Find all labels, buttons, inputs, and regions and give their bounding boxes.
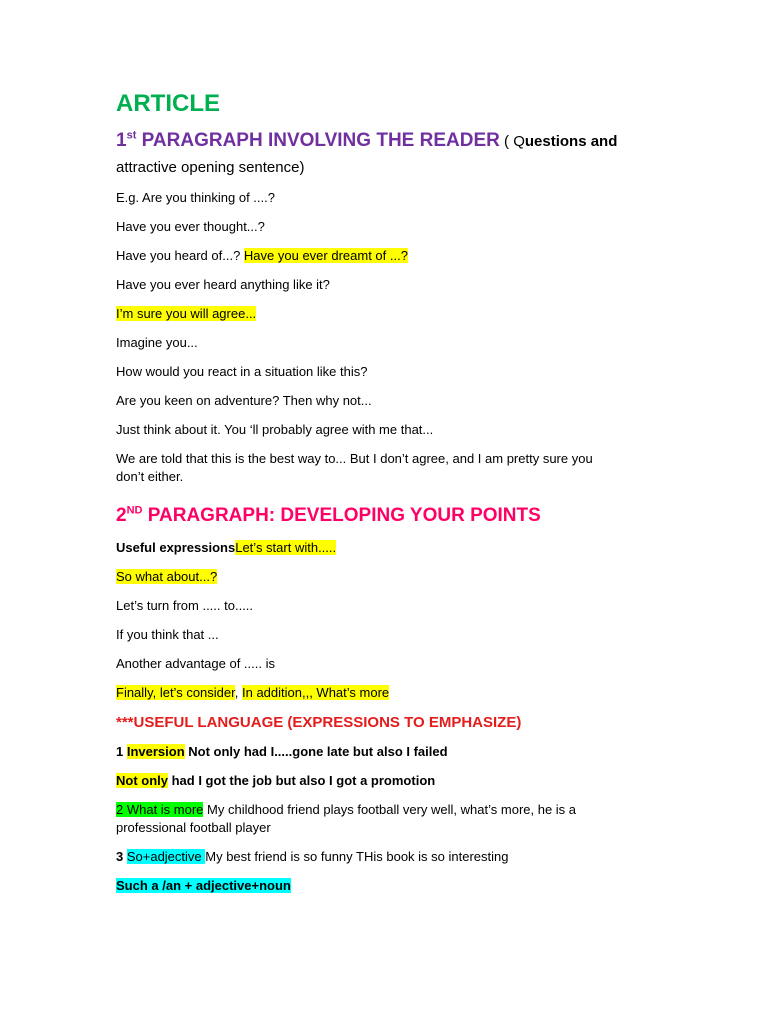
list-item bbox=[116, 450, 656, 486]
list-item: E.g. Are you thinking of ....? bbox=[116, 190, 275, 205]
list-item: Have you ever heard anything like it? bbox=[116, 277, 330, 292]
list-item bbox=[116, 877, 656, 895]
list-item-text: professional football player bbox=[116, 820, 271, 835]
highlighted-text: In addition,,, What’s more bbox=[241, 685, 390, 700]
list-item-text: Not only had I.....gone late but also I failed bbox=[184, 744, 448, 759]
list-item bbox=[116, 848, 656, 866]
list-item-number: 3 bbox=[116, 849, 127, 864]
list-item-text: Have you heard of...? bbox=[116, 248, 244, 263]
list-item-text: , bbox=[234, 685, 242, 700]
heading-ordinal: st bbox=[126, 129, 137, 142]
highlighted-text: 2 What is more bbox=[116, 802, 204, 817]
list-item: Let’s turn from ..... to..... bbox=[116, 598, 254, 613]
document-page bbox=[116, 88, 656, 895]
list-item bbox=[116, 772, 656, 790]
list-item bbox=[116, 743, 656, 761]
heading-paren-open: ( Q bbox=[499, 133, 525, 150]
highlighted-text: + adjective+noun bbox=[181, 878, 291, 893]
list-item-text: don’t either. bbox=[116, 469, 184, 484]
useful-expressions-label: Useful expressions bbox=[116, 540, 236, 555]
list-item-text: My childhood friend plays football very well, what’s more, he is a bbox=[203, 802, 577, 817]
document-title: ARTICLE bbox=[116, 90, 220, 117]
highlighted-text: Have you ever dreamt of ...? bbox=[243, 248, 408, 263]
list-item-text: We are told that this is the best way to... But I don’t agree, and I am pretty sure you bbox=[116, 451, 593, 466]
list-item bbox=[116, 684, 656, 702]
highlighted-text: Such a /an bbox=[116, 878, 182, 893]
list-item bbox=[116, 568, 656, 586]
list-item: Just think about it. You ‘ll probably agree with me that... bbox=[116, 422, 434, 437]
heading-number: 1 bbox=[116, 130, 127, 151]
highlighted-text: Inversion bbox=[126, 744, 185, 759]
paragraph-1-heading bbox=[116, 128, 656, 155]
list-item-number: 1 bbox=[116, 744, 127, 759]
list-item bbox=[116, 247, 656, 265]
list-item bbox=[116, 305, 656, 323]
list-item: Are you keen on adventure? Then why not... bbox=[116, 393, 372, 408]
heading-main: PARAGRAPH INVOLVING THE READER bbox=[136, 130, 500, 151]
useful-language-heading: ***USEFUL LANGUAGE (EXPRESSIONS TO EMPHASIZE) bbox=[116, 714, 522, 731]
highlighted-text: Let’s start with..... bbox=[235, 540, 337, 555]
highlighted-text: So what about...? bbox=[116, 569, 218, 584]
list-item: How would you react in a situation like this? bbox=[116, 364, 368, 379]
list-item-text: had I got the job but also I got a promotion bbox=[168, 773, 436, 788]
heading-paren-rest: uestions and bbox=[524, 133, 618, 150]
list-item bbox=[116, 801, 656, 837]
highlighted-text: Finally, let’s consider bbox=[116, 685, 235, 700]
list-item: If you think that ... bbox=[116, 627, 219, 642]
highlighted-text: Not only bbox=[116, 773, 168, 788]
paragraph-1-lines bbox=[116, 189, 656, 486]
list-item: Have you ever thought...? bbox=[116, 219, 265, 234]
heading-number: 2 bbox=[116, 505, 127, 526]
heading-ordinal: ND bbox=[126, 504, 143, 517]
useful-language-lines bbox=[116, 743, 656, 895]
highlighted-text: I’m sure you will agree... bbox=[116, 306, 257, 321]
list-item: Another advantage of ..... is bbox=[116, 656, 275, 671]
list-item bbox=[116, 539, 656, 557]
paragraph-2-lines bbox=[116, 539, 656, 702]
list-item: Imagine you... bbox=[116, 335, 198, 350]
paragraph-2-heading bbox=[116, 503, 656, 529]
list-item-text: My best friend is so funny THis book is so interesting bbox=[205, 849, 509, 864]
list-item-line bbox=[116, 801, 656, 819]
highlighted-text: So+adjective bbox=[126, 849, 206, 864]
paragraph-1-heading-cont: attractive opening sentence) bbox=[116, 159, 305, 176]
heading-main: PARAGRAPH: DEVELOPING YOUR POINTS bbox=[142, 505, 541, 526]
